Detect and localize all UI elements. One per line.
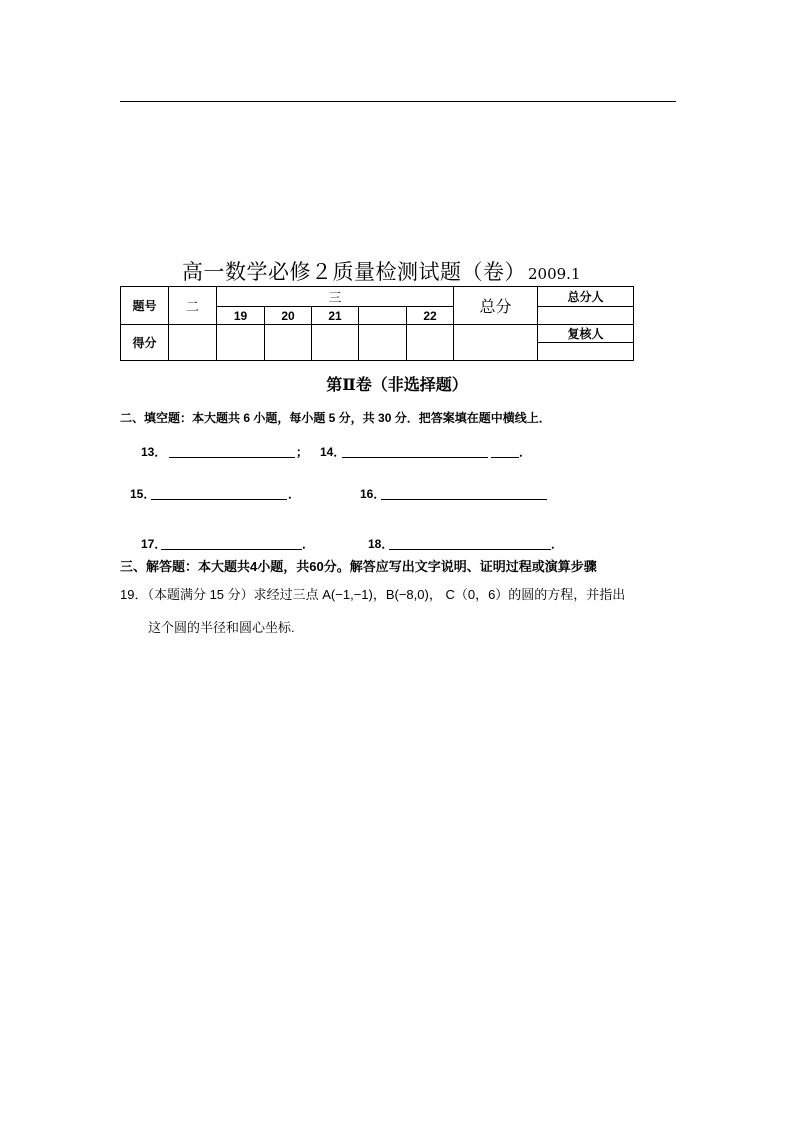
score-22: [407, 325, 454, 361]
q18-label: 18．: [368, 537, 394, 551]
q17-end: ．: [302, 537, 315, 551]
exam-date: 2009.1: [528, 265, 581, 283]
q15-label: 15．: [130, 487, 156, 501]
q16-answer-line: [381, 499, 547, 500]
cell-blank: [359, 307, 407, 325]
q14-answer-line-2: [491, 457, 519, 458]
q18-end: ．: [551, 537, 564, 551]
q17-answer-line: [161, 549, 302, 550]
q14-end: ．: [519, 445, 532, 459]
q19-text-line1: 19．（本题满分 15 分）求经过三点 A(−1,−1)，B(−8,0)， C（0，6）的圆的方程，并指出: [120, 587, 626, 602]
score-blank: [359, 325, 407, 361]
cell-fuheren-value: [538, 343, 634, 361]
q19-text-line2: 这个圆的半径和圆心坐标.: [148, 620, 295, 635]
q13-answer-line: [169, 457, 295, 458]
cell-fuheren: 复核人: [538, 325, 634, 343]
score-table: [120, 286, 634, 361]
q14-answer-line: [342, 457, 488, 458]
score-21: [312, 325, 359, 361]
score-total: [454, 325, 538, 361]
cell-er: 二: [169, 287, 217, 325]
section-title: 第Ⅱ卷（非选择题）: [326, 375, 468, 394]
solve-heading: 三、解答题：本大题共4小题，共60分。解答应写出文字说明、证明过程或演算步骤: [120, 559, 597, 574]
q13-end: ；: [296, 445, 309, 459]
score-19: [217, 325, 265, 361]
cell-q20: 20: [265, 307, 312, 325]
q14-label: 14．: [320, 445, 346, 459]
cell-tihao: 题号: [121, 287, 169, 325]
cell-q19: 19: [217, 307, 265, 325]
score-20: [265, 325, 312, 361]
fill-in-heading: 二、填空题：本大题共 6 小题，每小题 5 分，共 30 分．把答案填在题中横线上．: [120, 411, 551, 425]
q13-label: 13．: [141, 445, 167, 459]
score-er: [169, 325, 217, 361]
q15-answer-line: [151, 499, 287, 500]
q18-answer-line: [389, 549, 551, 550]
cell-zongfenren-value: [538, 307, 634, 325]
header-rule: [120, 101, 676, 102]
q15-end: ．: [288, 487, 301, 501]
cell-zongfenren: 总分人: [538, 287, 634, 307]
q16-label: 16．: [360, 487, 386, 501]
cell-q21: 21: [312, 307, 359, 325]
cell-zongfen: 总分: [454, 287, 538, 325]
cell-q22: 22: [407, 307, 454, 325]
q17-label: 17．: [141, 537, 167, 551]
cell-defen: 得分: [121, 325, 169, 361]
cell-san: 三: [217, 287, 454, 307]
exam-title: [182, 256, 581, 286]
exam-title-main: 高一数学必修２质量检测试题（卷）: [182, 260, 526, 284]
